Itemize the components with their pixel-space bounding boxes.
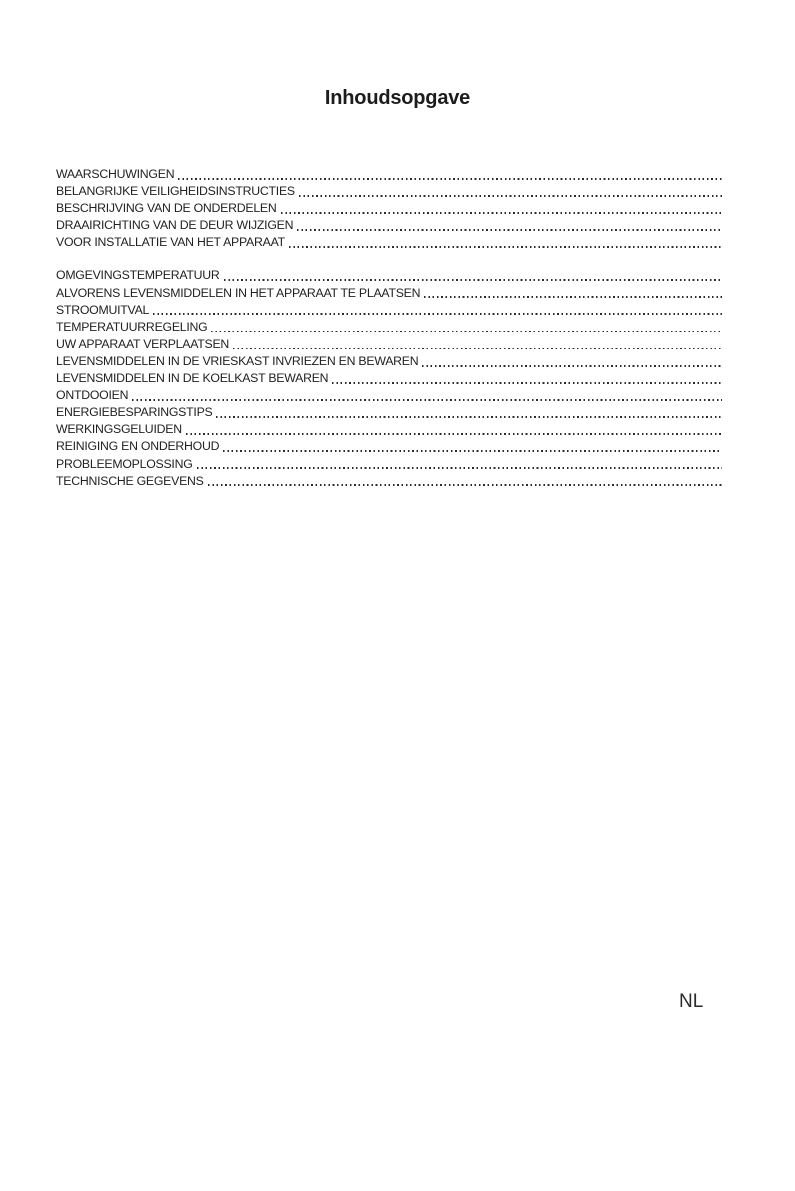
- page-title: Inhoudsopgave: [324, 87, 471, 109]
- dot-leader: [216, 416, 722, 418]
- toc-section-1: [56, 166, 722, 251]
- toc-entry-label: TECHNISCHE GEGEVENS: [56, 473, 204, 488]
- dot-leader: [132, 399, 722, 401]
- toc-section-2: [56, 267, 722, 489]
- toc-entry-label: WERKINGSGELUIDEN: [56, 422, 182, 437]
- dot-leader: [289, 246, 722, 248]
- dot-leader: [224, 279, 722, 281]
- toc-entry-label: DRAAIRICHTING VAN DE DEUR WIJZIGEN: [56, 218, 294, 233]
- toc-entry-label: LEVENSMIDDELEN IN DE VRIESKAST INVRIEZEN EN BEWAREN: [56, 353, 419, 368]
- table-of-contents: [56, 166, 722, 490]
- toc-entry-label: ONTDOOIEN: [56, 388, 129, 403]
- dot-leader: [422, 365, 722, 367]
- toc-entry: [56, 421, 722, 438]
- dot-leader: [332, 382, 722, 384]
- toc-entry-label: ENERGIEBESPARINGSTIPS: [56, 405, 213, 420]
- toc-entry: [56, 267, 722, 284]
- toc-entry: [56, 166, 722, 183]
- dot-leader: [233, 348, 722, 350]
- toc-entry: [56, 285, 722, 302]
- toc-entry: [56, 217, 722, 234]
- dot-leader: [186, 433, 722, 435]
- toc-entry: [56, 200, 722, 217]
- dot-leader: [153, 313, 722, 315]
- section-divider-gap: [56, 251, 722, 267]
- dot-leader: [178, 178, 722, 180]
- toc-entry-label: ALVORENS LEVENSMIDDELEN IN HET APPARAAT TE PLAATSEN: [56, 285, 421, 300]
- toc-entry: [56, 473, 722, 490]
- dot-leader: [424, 296, 722, 298]
- dot-leader: [223, 450, 722, 452]
- toc-entry-label: STROOMUITVAL: [56, 302, 150, 317]
- toc-entry-label: OMGEVINGSTEMPERATUUR: [56, 268, 220, 283]
- toc-entry-label: LEVENSMIDDELEN IN DE KOELKAST BEWAREN: [56, 371, 329, 386]
- toc-entry: [56, 302, 722, 319]
- toc-entry-label: BELANGRIJKE VEILIGHEIDSINSTRUCTIES: [56, 184, 295, 199]
- toc-entry: [56, 370, 722, 387]
- toc-entry-label: BESCHRIJVING VAN DE ONDERDELEN: [56, 201, 277, 216]
- toc-entry: [56, 353, 722, 370]
- toc-entry-label: WAARSCHUWINGEN: [56, 167, 175, 181]
- toc-entry: [56, 456, 722, 473]
- toc-entry: [56, 438, 722, 455]
- dot-leader: [208, 484, 722, 486]
- toc-entry-label: UW APPARAAT VERPLAATSEN: [56, 336, 230, 351]
- dot-leader: [299, 195, 722, 197]
- toc-entry: [56, 234, 722, 251]
- dot-leader: [211, 331, 722, 333]
- toc-entry: [56, 183, 722, 200]
- dot-leader: [297, 229, 722, 231]
- toc-entry-label: REINIGING EN ONDERHOUD: [56, 439, 220, 454]
- dot-leader: [281, 212, 723, 214]
- toc-entry: [56, 336, 722, 353]
- toc-entry-label: TEMPERATUURREGELING: [56, 319, 208, 334]
- language-code-mark: NL: [679, 991, 704, 1012]
- toc-entry: [56, 404, 722, 421]
- toc-entry: [56, 319, 722, 336]
- toc-entry-label: PROBLEEMOPLOSSING: [56, 456, 193, 471]
- toc-entry-label: VOOR INSTALLATIE VAN HET APPARAAT: [56, 235, 285, 250]
- dot-leader: [197, 467, 722, 469]
- toc-entry: [56, 387, 722, 404]
